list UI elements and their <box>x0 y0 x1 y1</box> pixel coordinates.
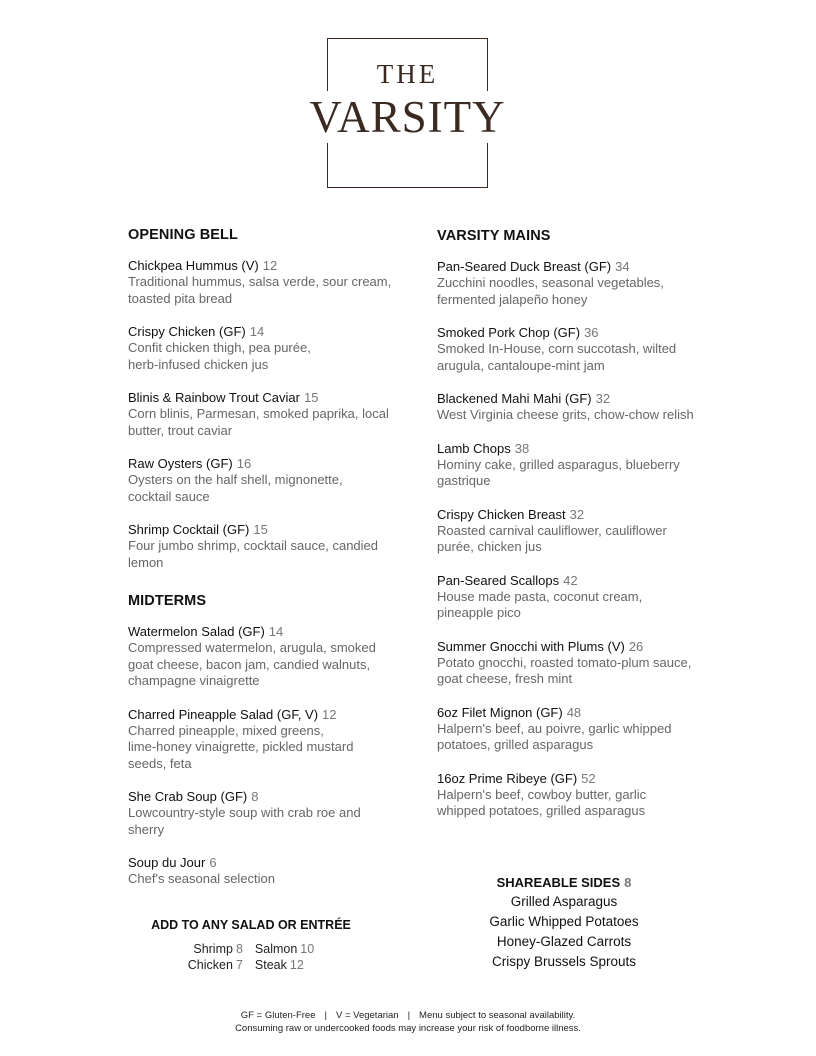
menu-item-description: champagne vinaigrette <box>128 673 260 688</box>
menu-item-price: 16 <box>236 456 252 471</box>
menu-item-name: Blackened Mahi Mahi (GF) <box>437 391 592 406</box>
menu-item-name: Smoked Pork Chop (GF) <box>437 325 581 340</box>
menu-item-heading <box>128 623 418 640</box>
footer-v: V = Vegetarian <box>335 1010 399 1021</box>
menu-item <box>437 440 727 490</box>
menu-item-heading <box>437 638 727 655</box>
menu-item-description: fermented jalapeño honey <box>437 291 588 307</box>
menu-item-description: House made pasta, coconut cream, <box>437 588 643 604</box>
side-item: Garlic Whipped Potatoes <box>489 914 639 929</box>
menu-item-price: 42 <box>563 572 578 588</box>
menu-item <box>128 257 418 307</box>
menu-item <box>128 455 418 505</box>
footer-separator: | <box>407 1010 411 1021</box>
menu-item <box>128 389 418 439</box>
addon-item <box>255 958 314 974</box>
menu-item-heading <box>437 440 727 457</box>
menu-item <box>128 623 418 690</box>
menu-item-price: 26 <box>628 638 644 654</box>
menu-items <box>128 257 418 571</box>
menu-item-heading <box>128 257 418 274</box>
menu-item <box>437 638 727 688</box>
menu-item-description: potatoes, grilled asparagus <box>437 737 594 752</box>
section-title: VARSITY MAINS <box>437 228 551 244</box>
menu-item-description: Four jumbo shrimp, cocktail sauce, candied <box>128 538 379 553</box>
menu-items <box>437 258 727 820</box>
menu-item-description: Lowcountry-style soup with crab roe and <box>128 805 361 820</box>
side-item: Crispy Brussels Sprouts <box>491 954 637 969</box>
sides-title-text: SHAREABLE SIDES <box>496 875 621 890</box>
footer-gf: GF = Gluten-Free <box>240 1010 316 1021</box>
menu-item <box>437 258 727 308</box>
menu-items <box>128 623 418 888</box>
addon-item <box>188 942 243 958</box>
menu-item-name: Crispy Chicken Breast <box>437 506 566 522</box>
menu-item-name: Summer Gnocchi with Plums (V) <box>437 638 625 654</box>
menu-item-heading <box>128 788 418 805</box>
menu-item-heading <box>128 521 418 538</box>
addons-title: ADD TO ANY SALAD OR ENTRÉE <box>151 918 351 932</box>
menu-item-description: Hominy cake, grilled asparagus, blueberry <box>437 456 680 472</box>
menu-item-description: pineapple pico <box>437 605 521 620</box>
menu-item-description: butter, trout caviar <box>128 422 233 438</box>
logo <box>309 38 506 188</box>
footer <box>0 1009 816 1035</box>
menu-item-heading <box>437 704 727 721</box>
addon-price: 10 <box>300 942 315 956</box>
addon-item <box>188 958 243 974</box>
menu-item-description: gastrique <box>437 473 491 488</box>
menu-item <box>437 390 727 424</box>
menu-item-description: Potato gnocchi, roasted tomato-plum sauce, <box>437 654 692 670</box>
menu-item <box>128 854 418 888</box>
menu-item-description: goat cheese, bacon jam, candied walnuts, <box>128 656 371 672</box>
right-column <box>437 228 727 836</box>
menu-item-heading <box>437 506 727 523</box>
menu-item-price: 8 <box>251 789 259 804</box>
menu-item-name: Watermelon Salad (GF) <box>128 624 265 639</box>
menu-item-description: Corn blinis, Parmesan, smoked paprika, local <box>128 406 389 421</box>
menu-item-name: 6oz Filet Mignon (GF) <box>437 704 563 720</box>
menu-item-description: whipped potatoes, grilled asparagus <box>437 803 646 818</box>
menu-item-price: 34 <box>615 259 630 274</box>
section-opening-bell <box>128 227 418 571</box>
footer-separator: | <box>324 1010 327 1021</box>
menu-item-heading <box>128 455 418 472</box>
sides-title <box>450 873 678 892</box>
footer-seasonal: Menu subject to seasonal availability. <box>419 1010 576 1021</box>
menu-item-description: Compressed watermelon, arugula, smoked <box>128 640 376 655</box>
addon-name: Chicken <box>187 957 233 972</box>
menu-item-description: lime-honey vinaigrette, pickled mustard <box>128 739 354 754</box>
menu-item <box>437 572 727 622</box>
menu-item <box>437 704 727 754</box>
menu-item <box>128 706 418 773</box>
menu-item-heading <box>437 324 727 341</box>
logo-varsity: VARSITY <box>309 92 506 142</box>
menu-item-price: 6 <box>209 855 217 870</box>
logo-the: THE <box>376 59 439 89</box>
menu-item-heading <box>437 390 727 407</box>
menu-item-description: West Virginia cheese grits, chow-chow relish <box>437 407 694 422</box>
menu-item-heading <box>437 770 727 787</box>
sides-price: 8 <box>624 875 632 890</box>
menu-item-price: 14 <box>268 624 284 639</box>
menu-item <box>128 521 418 571</box>
menu-item-price: 48 <box>566 704 582 720</box>
menu-item-name: Blinis & Rainbow Trout Caviar <box>128 390 300 405</box>
menu-item-name: She Crab Soup (GF) <box>128 789 248 804</box>
left-column <box>128 227 418 904</box>
menu-item-price: 36 <box>584 325 599 340</box>
menu-item-price: 38 <box>514 440 530 456</box>
menu-item-price: 15 <box>303 390 319 405</box>
menu-item-heading <box>128 854 418 871</box>
addon-price: 7 <box>235 957 243 972</box>
menu-item-price: 14 <box>249 324 265 339</box>
menu-item-heading <box>128 389 418 406</box>
menu-item-price: 12 <box>262 258 278 273</box>
addon-name: Shrimp <box>193 942 233 956</box>
menu-item-description: toasted pita bread <box>128 290 233 306</box>
menu-item-name: Raw Oysters (GF) <box>128 456 233 471</box>
menu-item-price: 12 <box>322 706 337 722</box>
addon-price: 8 <box>235 942 243 956</box>
menu-item-description: seeds, feta <box>128 755 192 771</box>
footer-warning: Consuming raw or undercooked foods may increase your risk of foodborne illness. <box>235 1023 581 1034</box>
menu-item-price: 32 <box>595 391 611 406</box>
menu-item <box>437 506 727 556</box>
menu-item-name: Charred Pineapple Salad (GF, V) <box>128 706 319 722</box>
addons-grid <box>128 942 374 973</box>
menu-item-description: arugula, cantaloupe-mint jam <box>437 357 605 373</box>
menu-item-description: herb-infused chicken jus <box>128 356 269 372</box>
menu-item-description: Chef's seasonal selection <box>128 871 276 886</box>
menu-item-name: Soup du Jour <box>128 855 206 870</box>
side-item: Grilled Asparagus <box>510 894 618 909</box>
menu-item-description: Zucchini noodles, seasonal vegetables, <box>437 275 664 290</box>
section-title: OPENING BELL <box>128 227 238 243</box>
menu-item-price: 32 <box>569 506 585 522</box>
menu-item <box>128 323 418 373</box>
menu-item-heading <box>128 706 418 723</box>
side-item: Honey-Glazed Carrots <box>496 934 632 949</box>
menu-item-price: 15 <box>253 522 268 537</box>
addon-item <box>255 942 314 958</box>
menu-item-name: Pan-Seared Scallops <box>437 572 560 588</box>
footer-legend <box>0 1009 816 1022</box>
menu-item <box>437 324 727 374</box>
menu-item-heading <box>437 572 727 589</box>
menu-item-description: goat cheese, fresh mint <box>437 671 573 686</box>
addons-box <box>128 918 374 973</box>
menu-item-heading <box>437 258 727 275</box>
menu-item-description: Smoked In-House, corn succotash, wilted <box>437 341 677 356</box>
addon-price: 12 <box>289 957 304 972</box>
menu-item-name: 16oz Prime Ribeye (GF) <box>437 770 578 786</box>
addon-name: Salmon <box>254 942 298 956</box>
menu-item-description: Halpern's beef, au poivre, garlic whipped <box>437 720 672 736</box>
menu-item-name: Shrimp Cocktail (GF) <box>128 522 250 537</box>
shareable-sides <box>450 873 678 972</box>
menu-item-description: lemon <box>128 554 164 570</box>
section-title: MIDTERMS <box>128 593 207 609</box>
section-varsity-mains <box>437 228 727 820</box>
menu-item-description: sherry <box>128 821 165 837</box>
menu-item-name: Pan-Seared Duck Breast (GF) <box>437 259 612 274</box>
menu-item-description: Confit chicken thigh, pea purée, <box>128 340 311 355</box>
menu-item <box>437 770 727 820</box>
menu-item-heading <box>128 323 418 340</box>
menu-item-name: Lamb Chops <box>437 440 511 456</box>
menu-item-price: 52 <box>581 770 596 786</box>
menu-item-description: Charred pineapple, mixed greens, <box>128 722 324 738</box>
addon-name: Steak <box>254 957 287 972</box>
menu-item-name: Crispy Chicken (GF) <box>128 324 246 339</box>
menu-item <box>128 788 418 838</box>
menu-item-description: purée, chicken jus <box>437 539 542 554</box>
menu-item-name: Chickpea Hummus (V) <box>128 258 259 273</box>
menu-item-description: Roasted carnival cauliflower, cauliflower <box>437 522 667 538</box>
menu-item-description: Traditional hummus, salsa verde, sour cream, <box>128 274 392 289</box>
menu-item-description: Oysters on the half shell, mignonette, <box>128 472 343 487</box>
section-midterms <box>128 593 418 888</box>
menu-item-description: Halpern's beef, cowboy butter, garlic <box>437 786 647 802</box>
menu-item-description: cocktail sauce <box>128 488 210 504</box>
